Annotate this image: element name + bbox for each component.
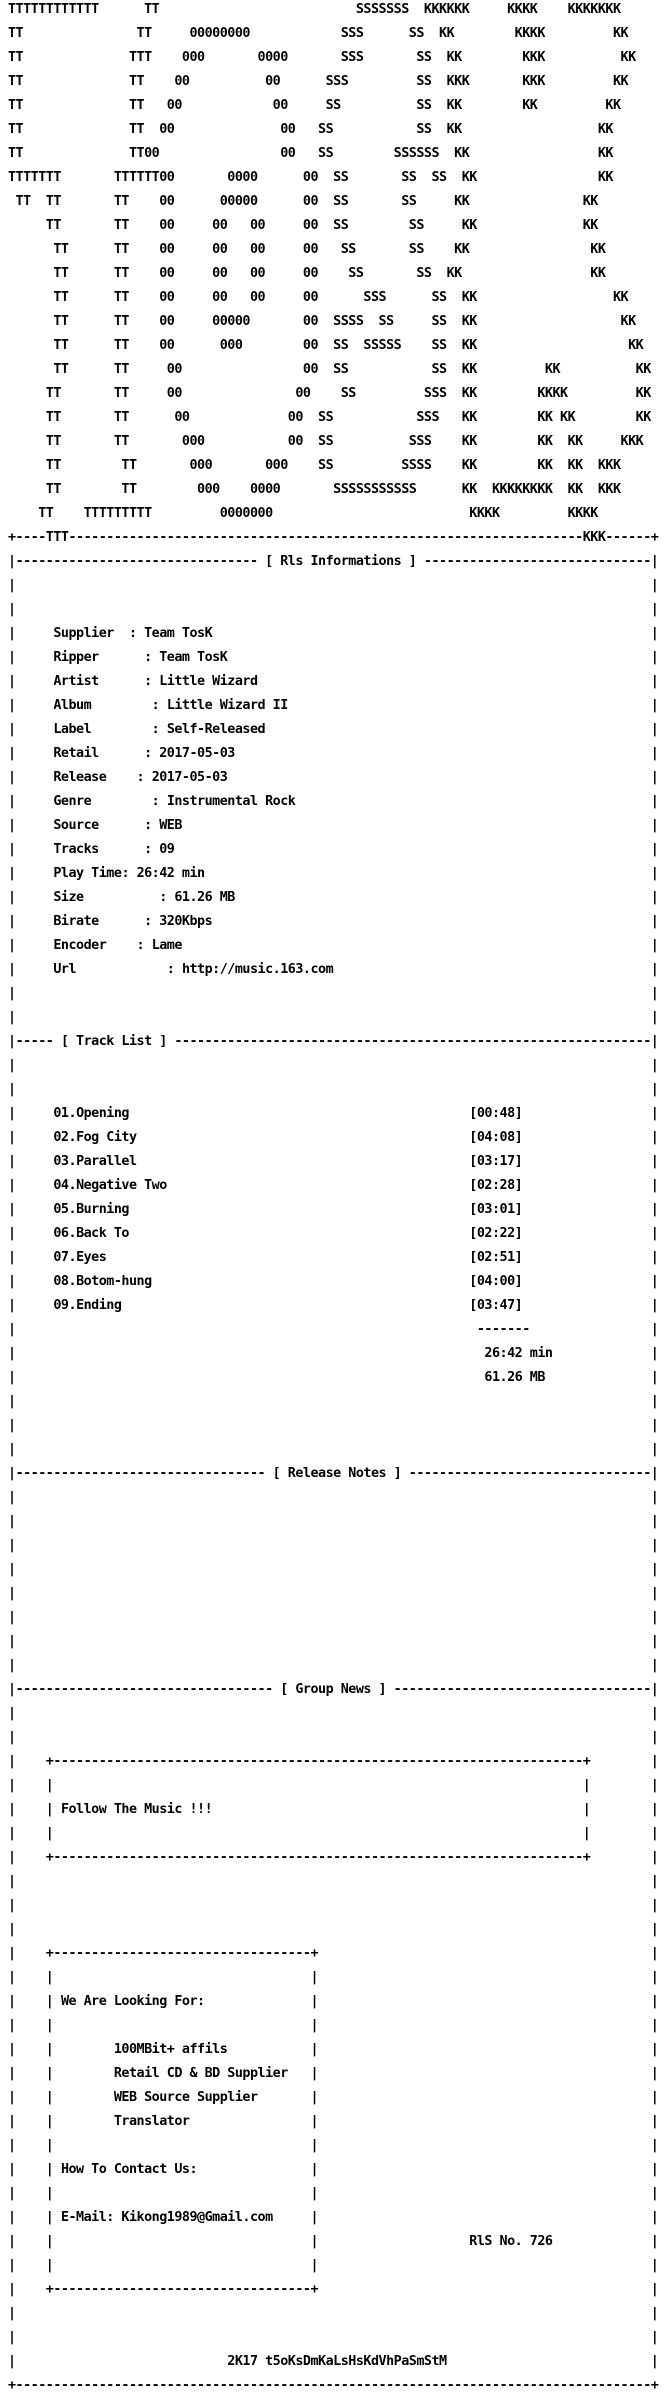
release-row: | Url : http://music.163.com | [8,962,659,977]
release-row: | Ripper : Team TosK | [8,650,659,665]
logo-line [8,292,672,304]
contact-box-top: | +----------------------------------+ | [8,1946,659,1961]
release-row: | Tracks : 09 | [8,842,659,857]
track-number: 08 [53,1274,69,1289]
blank-line: | | [8,1514,659,1529]
looking-for-item: 100MBit+ affils [113,2042,228,2057]
track-duration: 04:08 [476,1130,515,1145]
track-number: 09 [53,1298,69,1313]
track-number: 04 [53,1178,69,1193]
motto-box-pad: | | | | [8,1778,659,1793]
section-title-release-notes-rule: |--------------------------------- [ Release Notes ] --------------------------------| [8,1466,659,1481]
release-row: | Artist : Little Wizard | [8,674,659,689]
logo-line [8,268,672,280]
track-title: Negative Two [76,1178,167,1193]
section-title-group-news: [ Group News ] [280,1682,387,1697]
blank-line: | | [8,1730,659,1745]
release-key: Birate [53,914,122,929]
logo-art-row: TT TTT 000 0000 SSS SS KK KKK KK [8,50,636,65]
footer-line: | 2K17 t5oKsDmKaLsHsKdVhPaSmStM | [8,2354,659,2369]
track-title: Burning [76,1202,129,1217]
looking-for-item-line: | | WEB Source Supplier | | [8,2090,659,2105]
track-title: Botom-hung [76,1274,152,1289]
track-number: 02 [53,1130,69,1145]
release-value: Team TosK [159,650,228,665]
track-title: Fog City [76,1130,137,1145]
blank-line: | | [8,1898,659,1913]
section-title-track-list: [ Track List ] [60,1034,167,1049]
track-total-time: 26:42 min [484,1346,553,1361]
track-number: 01 [53,1106,69,1121]
blank-line: | | [8,578,659,593]
track-total-size-line: | 61.26 MB | [8,1370,659,1385]
footer-signature: 2K17 t5oKsDmKaLsHsKdVhPaSmStM [227,2354,447,2369]
blank-line: | | [8,1706,659,1721]
release-value: Self-Released [166,722,266,737]
release-value: 2017-05-03 [151,770,228,785]
blank-line: | | [8,1610,659,1625]
logo-art-row: TTTTTTT TTTTTT00 0000 00 SS SS SS KK KK [8,170,613,185]
logo-line [8,436,672,448]
logo-line [8,28,672,40]
logo-art-row: TT TT 00 00 SS SS KK KK KK [8,98,621,113]
looking-for-item-line: | | Translator | | [8,2114,659,2129]
release-value: Instrumental Rock [166,794,296,809]
logo-art-row: TT TT 00 00 SS SS KK KK KK [8,362,651,377]
logo-line [8,52,672,64]
track-number: 06 [53,1226,69,1241]
track-row: | 02.Fog City [04:08] | [8,1130,659,1145]
blank-line: | | [8,1442,659,1457]
logo-art-row: TT TT 00 00 SS SSS KK KK KK KK [8,410,651,425]
section-title-rls-info: [ Rls Informations ] [265,554,417,569]
logo-line [8,484,672,496]
blank-line: | | [8,1490,659,1505]
release-value: WEB [159,818,182,833]
release-key: Url [53,962,122,977]
logo-line [8,148,672,160]
release-row: | Size : 61.26 MB | [8,890,659,905]
looking-for-item-line: | | Retail CD & BD Supplier | | [8,2066,659,2081]
logo-line [8,124,672,136]
release-key: Ripper [53,650,122,665]
release-value: Team TosK [144,626,213,641]
release-number: RlS No. 726 [469,2234,553,2249]
logo-art-row: TT TT 00 000 00 SS SSSSS SS KK KK [8,338,644,353]
motto-box-pad: | | | | [8,1826,659,1841]
contact-email: E-Mail: Kikong1989@Gmail.com [60,2210,273,2225]
track-duration: 03:17 [476,1154,515,1169]
track-title: Ending [76,1298,122,1313]
logo-art-row: TT TT 000 00 SS SSS KK KK KK KKK [8,434,644,449]
logo-art-row: TT TT 000 000 SS SSSS KK KK KK KKK [8,458,621,473]
release-value: Lame [151,938,182,953]
release-key: Album [53,698,122,713]
logo-art-row: TT TT 00000000 SSS SS KK KKKK KK [8,26,629,41]
group-motto: Follow The Music !!! [60,1802,213,1817]
release-key: Retail [53,746,122,761]
blank-line: | | [8,1658,659,1673]
logo-art-row: TT TT00 00 SS SSSSSS KK KK [8,146,613,161]
logo-line [8,220,672,232]
contact-email-line: | | E-Mail: Kikong1989@Gmail.com | | [8,2210,659,2225]
contact-title: How To Contact Us: [60,2162,198,2177]
track-duration: 02:51 [476,1250,515,1265]
release-row: | Birate : 320Kbps | [8,914,659,929]
track-row: | 07.Eyes [02:51] | [8,1250,659,1265]
logo-art-row: TT TT 000 0000 SSSSSSSSSSS KK KKKKKKKK KK KKK [8,482,621,497]
top-rule: +----TTT--------------------------------------------------------------------KKK------+ [8,530,659,545]
track-total-time-line: | 26:42 min | [8,1346,659,1361]
release-row: | Play Time: 26:42 min | [8,866,659,881]
track-row: | 05.Burning [03:01] | [8,1202,659,1217]
release-row: | Source : WEB | [8,818,659,833]
release-row: | Label : Self-Released | [8,722,659,737]
release-row: | Album : Little Wizard II | [8,698,659,713]
contact-box-pad: | | | | [8,2138,659,2153]
blank-line: | | [8,1010,659,1025]
track-number: 05 [53,1202,69,1217]
looking-for-item-line: | | 100MBit+ affils | | [8,2042,659,2057]
track-row: | 03.Parallel [03:17] | [8,1154,659,1169]
release-key: Size [53,890,122,905]
track-duration: 03:01 [476,1202,515,1217]
blank-line: | | [8,1634,659,1649]
track-row: | 01.Opening [00:48] | [8,1106,659,1121]
logo-art-row: TT TT TT 00 00000 00 SS SS KK KK [8,194,598,209]
section-title-rls-info-rule: |-------------------------------- [ Rls Informations ] ------------------------------| [8,554,659,569]
contact-box-pad: | | | | [8,1970,659,1985]
release-key: Artist [53,674,122,689]
track-title: Eyes [76,1250,107,1265]
release-key: Label [53,722,122,737]
logo-line [8,340,672,352]
release-key: Supplier [53,626,122,641]
logo-art-row: TT TTTTTTTTT 0000000 KKKK KKKK [8,506,598,521]
release-key: Genre [53,794,122,809]
track-number: 07 [53,1250,69,1265]
section-title-release-notes: [ Release Notes ] [272,1466,402,1481]
contact-box-pad: | | | | [8,2018,659,2033]
motto-box-bottom: | +----------------------------------------------------------------------+ | [8,1850,659,1865]
logo-art-row: TTTTTTTTTTTT TT SSSSSSS KKKKKK KKKK KKKKKKK [8,2,621,17]
looking-for-title-line: | | We Are Looking For: | | [8,1994,659,2009]
track-title: Parallel [76,1154,137,1169]
release-row: | Retail : 2017-05-03 | [8,746,659,761]
looking-for-title: We Are Looking For: [60,1994,205,2009]
logo-line [8,388,672,400]
blank-line: | | [8,1586,659,1601]
release-value: 320Kbps [159,914,213,929]
release-key: Source [53,818,122,833]
logo-art-row: TT TT 00 00000 00 SSSS SS SS KK KK [8,314,636,329]
track-number: 03 [53,1154,69,1169]
track-total-rule: | ------- | [8,1322,659,1337]
release-row: | Supplier : Team TosK | [8,626,659,641]
logo-line [8,196,672,208]
section-title-group-news-rule: |---------------------------------- [ Group News ] ----------------------------------| [8,1682,659,1697]
looking-for-item: Translator [113,2114,190,2129]
contact-box-pad: | | | | [8,2258,659,2273]
release-key: Tracks [53,842,122,857]
release-value: Little Wizard [159,674,258,689]
release-value: 26:42 min [136,866,205,881]
track-title: Back To [76,1226,129,1241]
release-value: http://music.163.com [181,962,334,977]
logo-line [8,508,672,520]
track-row: | 04.Negative Two [02:28] | [8,1178,659,1193]
blank-line: | | [8,602,659,617]
release-row: | Genre : Instrumental Rock | [8,794,659,809]
release-value: 09 [159,842,175,857]
release-key: Play Time [53,866,122,881]
logo-line [8,100,672,112]
logo-line [8,316,672,328]
logo-line [8,412,672,424]
logo-art-row: TT TT 00 00 SS SSS KK KKKK KK [8,386,651,401]
blank-line: | | [8,986,659,1001]
release-row: | Encoder : Lame | [8,938,659,953]
track-title: Opening [76,1106,129,1121]
blank-line: | | [8,1874,659,1889]
bottom-rule: +------------------------------------------------------------------------------------+ [8,2378,659,2393]
logo-line [8,244,672,256]
blank-line: | | [8,2330,659,2345]
contact-box-bottom: | +----------------------------------+ | [8,2282,659,2297]
logo-line [8,460,672,472]
motto-box-top: | +----------------------------------------------------------------------+ | [8,1754,659,1769]
logo-line [8,364,672,376]
track-duration: 02:28 [476,1178,515,1193]
looking-for-item: WEB Source Supplier [113,2090,258,2105]
track-row: | 06.Back To [02:22] | [8,1226,659,1241]
contact-title-line: | | How To Contact Us: | | [8,2162,659,2177]
blank-line: | | [8,1394,659,1409]
logo-art-row: TT TT 00 00 00 00 SS SS KK KK [8,242,606,257]
contact-box-pad: | | | | [8,2186,659,2201]
logo-art-row: TT TT 00 00 00 00 SS SS KK KK [8,266,606,281]
logo-art-row: TT TT 00 00 SSS SS KKK KKK KK [8,74,629,89]
release-value: Little Wizard II [166,698,288,713]
logo-art-row: TT TT 00 00 00 00 SS SS KK KK [8,218,598,233]
rls-no-line: | | | RlS No. 726 | [8,2234,659,2249]
release-key: Release [53,770,122,785]
motto-box-text: | | Follow The Music !!! | | [8,1802,659,1817]
blank-line: | | [8,1538,659,1553]
blank-line: | | [8,1562,659,1577]
blank-line: | | [8,1058,659,1073]
logo-art-row: TT TT 00 00 SS SS KK KK [8,122,613,137]
section-title-track-list-rule: |----- [ Track List ] ---------------------------------------------------------------| [8,1034,659,1049]
track-duration: 04:00 [476,1274,515,1289]
track-total-size: 61.26 MB [484,1370,545,1385]
blank-line: | | [8,1922,659,1937]
track-row: | 09.Ending [03:47] | [8,1298,659,1313]
track-duration: 03:47 [476,1298,515,1313]
track-row: | 08.Botom-hung [04:00] | [8,1274,659,1289]
logo-line [8,76,672,88]
blank-line: | | [8,1082,659,1097]
release-key: Encoder [53,938,122,953]
logo-art-row: TT TT 00 00 00 00 SSS SS KK KK [8,290,629,305]
blank-line: | | [8,1418,659,1433]
release-value: 61.26 MB [174,890,235,905]
release-row: | Release : 2017-05-03 | [8,770,659,785]
track-duration: 02:22 [476,1226,515,1241]
top-rule-line [8,532,672,544]
blank-line: | | [8,2306,659,2321]
logo-line [8,172,672,184]
logo-line [8,4,672,16]
track-duration: 00:48 [476,1106,515,1121]
looking-for-item: Retail CD & BD Supplier [113,2066,288,2081]
release-value: 2017-05-03 [159,746,235,761]
